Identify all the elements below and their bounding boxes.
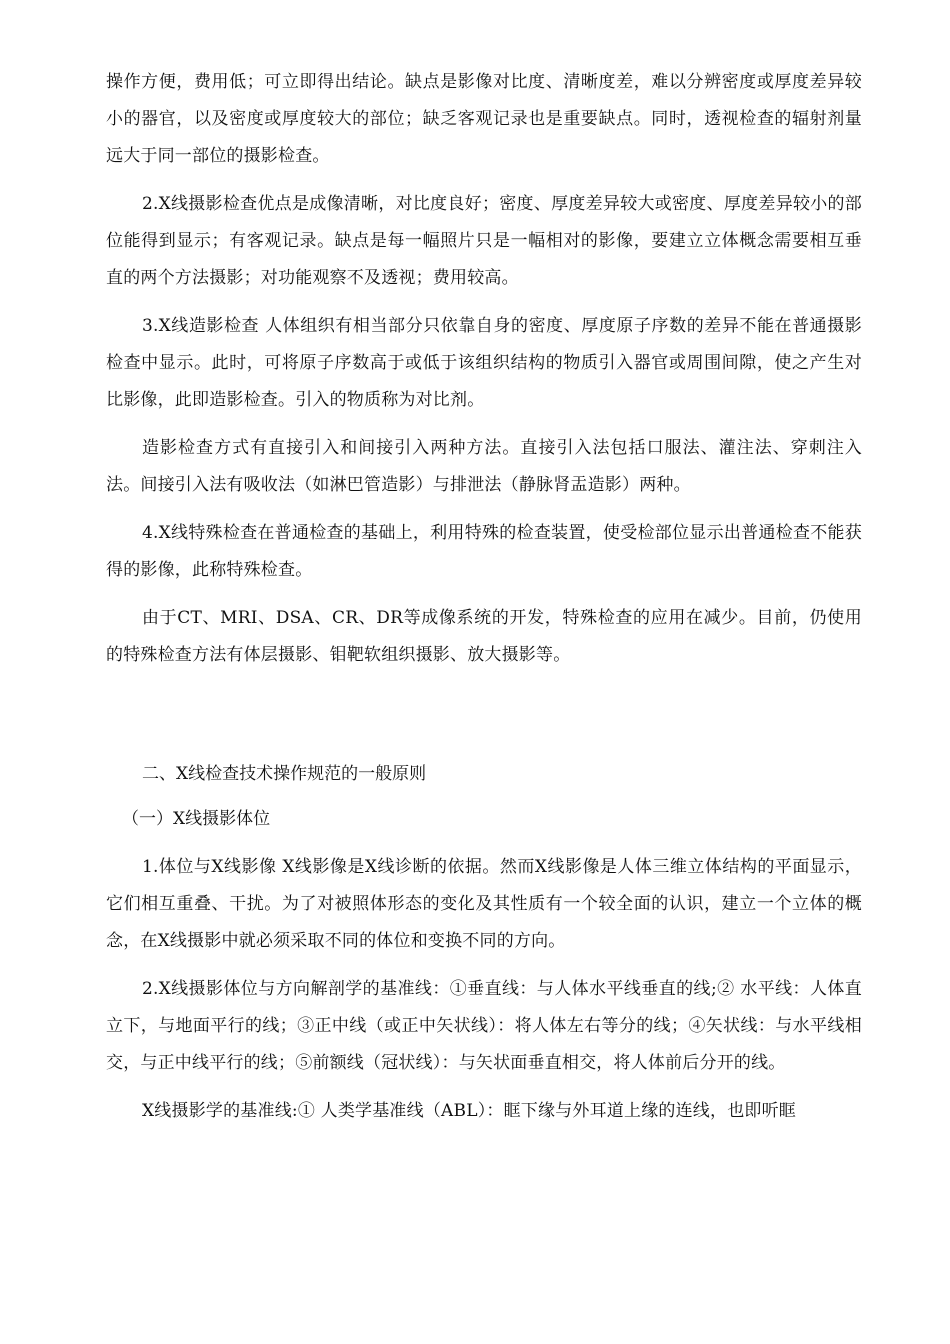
- paragraph-special-exam-current: 由于CT、MRI、DSA、CR、DR等成像系统的开发，特殊检查的应用在减少。目前，仍使用的特殊检查方法有体层摄影、钼靶软组织摄影、放大摄影等。: [106, 608, 862, 665]
- paragraph-radiographic-baselines: X线摄影学的基准线:① 人类学基准线（ABL）：眶下缘与外耳道上缘的连线，也即听眶: [142, 1101, 796, 1121]
- paragraph-contrast-exam: 3.X线造影检查 人体组织有相当部分只依靠自身的密度、厚度原子序数的差异不能在普通摄影检查中显示。此时，可将原子序数高于或低于该组织结构的物质引入器官或周围间隙，使之产生对比影像，此即造影检查。引入的物质称为对比剂。: [106, 316, 862, 410]
- paragraph-position-image: 1.体位与X线影像 X线影像是X线诊断的依据。然而X线影像是人体三维立体结构的平面显示，它们相互重叠、干扰。为了对被照体形态的变化及其性质有一个较全面的认识，建立一个立体的概念，在X线摄影中就必须采取不同的体位和变换不同的方向。: [106, 857, 862, 951]
- document-page: [106, 64, 862, 1130]
- paragraph-radiography: 2.X线摄影检查优点是成像清晰，对比度良好；密度、厚度差异较大或密度、厚度差异较小的部位能得到显示；有客观记录。缺点是每一幅照片只是一幅相对的影像，要建立立体概念需要相互垂直的两个方法摄影；对功能观察不及透视；费用较高。: [106, 194, 862, 288]
- paragraph-contrast-methods: 造影检查方式有直接引入和间接引入两种方法。直接引入法包括口服法、灌注法、穿刺注入法。间接引入法有吸收法（如淋巴管造影）与排泄法（静脉肾盂造影）两种。: [106, 438, 862, 495]
- paragraph-anatomical-baselines: 2.X线摄影体位与方向解剖学的基准线：①垂直线：与人体水平线垂直的线;② 水平线：人体直立下，与地面平行的线；③正中线（或正中矢状线）：将人体左右等分的线；④矢状线：与水平线相交，与正中线平行的线；⑤前额线（冠状线）：与矢状面垂直相交，将人体前后分开的线。: [106, 979, 862, 1073]
- section-heading: 二、X线检查技术操作规范的一般原则: [142, 764, 427, 784]
- paragraph-special-exam: 4.X线特殊检查在普通检查的基础上，利用特殊的检查装置，使受检部位显示出普通检查不能获得的影像，此称特殊检查。: [106, 523, 862, 580]
- paragraph-fluoroscopy-cont: 操作方便，费用低；可立即得出结论。缺点是影像对比度、清晰度差，难以分辨密度或厚度差异较小的器官，以及密度或厚度较大的部位；缺乏客观记录也是重要缺点。同时，透视检查的辐射剂量远大于同一部位的摄影检查。: [106, 72, 862, 166]
- subsection-heading: （一）X线摄影体位: [122, 809, 271, 829]
